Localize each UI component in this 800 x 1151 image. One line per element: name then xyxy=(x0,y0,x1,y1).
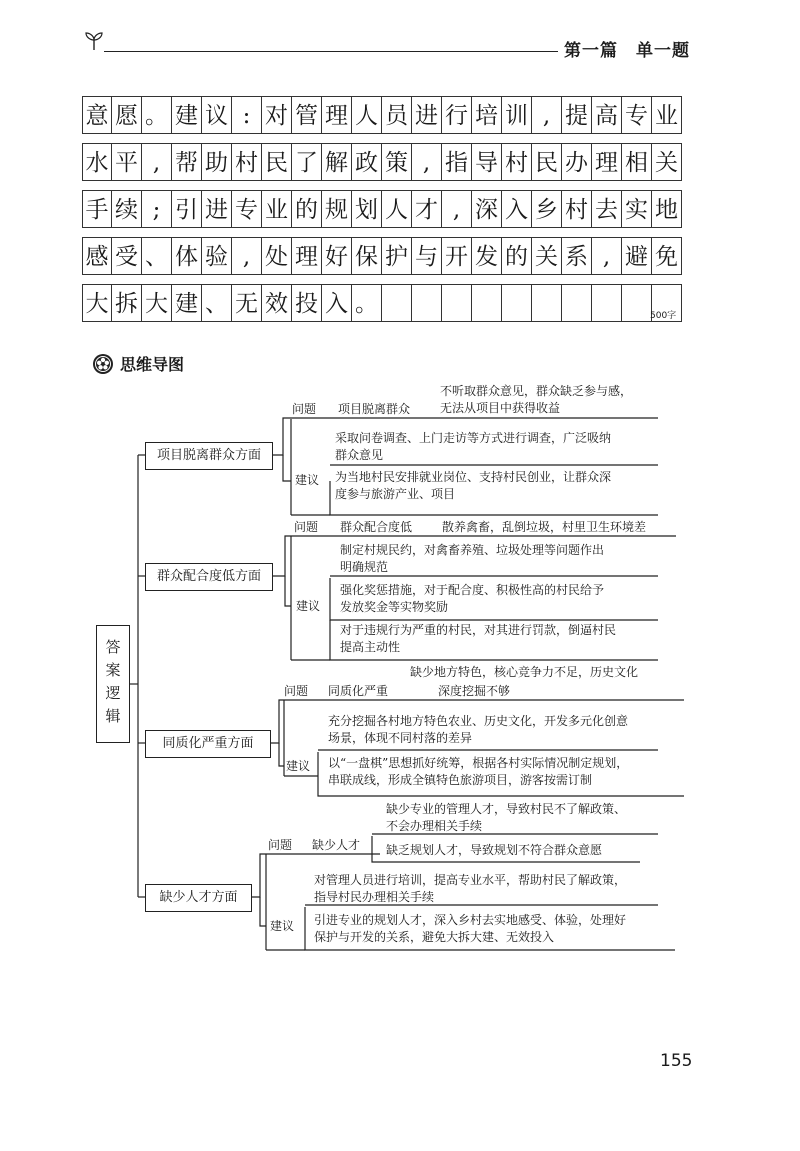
suggestion: 群众意见 xyxy=(335,448,384,462)
suggestion: 充分挖掘各村地方特色农业、历史文化，开发多元化创意 xyxy=(328,714,629,728)
section-title: 思维导图 xyxy=(120,355,185,374)
suggestion: 以“一盘棋”思想抓好统筹，根据各村实际情况制定规划， xyxy=(328,756,629,770)
essay-cell: 划 xyxy=(352,190,382,228)
essay-cell: 人 xyxy=(352,96,382,134)
essay-cell: , xyxy=(232,237,262,275)
essay-cell: 关 xyxy=(652,143,682,181)
essay-cell: 效 xyxy=(262,284,292,322)
essay-cell: 进 xyxy=(202,190,232,228)
root-char: 辑 xyxy=(105,707,121,725)
essay-cell: 去 xyxy=(592,190,622,228)
essay-cell: 助 xyxy=(202,143,232,181)
root-char: 逻 xyxy=(105,684,121,702)
root-char: 答 xyxy=(105,638,121,656)
suggestion: 采取问卷调查、上门走访等方式进行调查，广泛吸纳 xyxy=(335,431,612,445)
essay-cell: 开 xyxy=(442,237,472,275)
essay-cell: 免 xyxy=(652,237,682,275)
suggestion: 发放奖金等实物奖励 xyxy=(340,600,449,614)
page-number: 155 xyxy=(660,1051,693,1071)
essay-cell: 训 xyxy=(502,96,532,134)
essay-cell: 水 xyxy=(82,143,112,181)
suggestion: 制定村规民约，对禽畜养殖、垃圾处理等问题作出 xyxy=(340,543,605,557)
problem-detail: 不会办理相关手续 xyxy=(386,819,483,833)
essay-cell: , xyxy=(592,237,622,275)
suggestion: 串联成线，形成全镇特色旅游项目，游客按需订制 xyxy=(328,773,593,787)
essay-cell: 员 xyxy=(382,96,412,134)
problem-tag: 问题 xyxy=(294,520,319,534)
essay-cell: 村 xyxy=(562,190,592,228)
suggest-tag: 建议 xyxy=(295,473,320,487)
essay-cell: 进 xyxy=(412,96,442,134)
essay-cell: 保 xyxy=(352,237,382,275)
essay-cell: , xyxy=(142,143,172,181)
essay-cell: 专 xyxy=(232,190,262,228)
essay-cell: 处 xyxy=(262,237,292,275)
essay-cell: 好 xyxy=(322,237,352,275)
essay-cell: 、 xyxy=(142,237,172,275)
problem-detail: 散养禽畜，乱倒垃圾，村里卫生环境差 xyxy=(442,520,647,534)
branch-4-node: 缺少人才方面 xyxy=(145,884,252,912)
essay-cell: 避 xyxy=(622,237,652,275)
essay-cell: 策 xyxy=(382,143,412,181)
essay-cell: 续 xyxy=(112,190,142,228)
suggestion: 引进专业的规划人才，深入乡村去实地感受、体验，处理好 xyxy=(314,913,627,927)
essay-cell: 引 xyxy=(172,190,202,228)
essay-cell: 的 xyxy=(292,190,322,228)
essay-cell: 业 xyxy=(652,96,682,134)
essay-cell: ; xyxy=(142,190,172,228)
essay-cell: 受 xyxy=(112,237,142,275)
suggestion: 为当地村民安排就业岗位、支持村民创业，让群众深 xyxy=(335,470,612,484)
suggestion: 对于违规行为严重的村民，对其进行罚款，倒逼村民 xyxy=(340,623,617,637)
essay-cell: 提 xyxy=(562,96,592,134)
essay-cell: 对 xyxy=(262,96,292,134)
problem-head: 缺少人才 xyxy=(312,838,361,852)
essay-cell: 民 xyxy=(262,143,292,181)
essay-cell: 行 xyxy=(442,96,472,134)
root-char: 案 xyxy=(105,661,121,679)
essay-cell: 验 xyxy=(202,237,232,275)
essay-cell: 。 xyxy=(142,96,172,134)
essay-cell: 入 xyxy=(322,284,352,322)
essay-cell: 建 xyxy=(172,284,202,322)
essay-cell: 无 xyxy=(232,284,262,322)
essay-cell: 村 xyxy=(502,143,532,181)
essay-cell: 帮 xyxy=(172,143,202,181)
essay-cell: 导 xyxy=(472,143,502,181)
essay-cell: 指 xyxy=(442,143,472,181)
essay-cell: 理 xyxy=(292,237,322,275)
problem-head: 群众配合度低 xyxy=(340,520,413,534)
essay-cell: 体 xyxy=(172,237,202,275)
essay-cell: 感 xyxy=(82,237,112,275)
essay-cell: 办 xyxy=(562,143,592,181)
essay-cell: , xyxy=(412,143,442,181)
problem-tag: 问题 xyxy=(284,684,309,698)
suggestion: 度参与旅游产业、项目 xyxy=(335,487,456,501)
essay-cell: 。 xyxy=(352,284,382,322)
essay-cell: 政 xyxy=(352,143,382,181)
essay-cell: 专 xyxy=(622,96,652,134)
essay-cell: 大 xyxy=(82,284,112,322)
essay-cell: 地 xyxy=(652,190,682,228)
essay-cell: 规 xyxy=(322,190,352,228)
essay-cell: 管 xyxy=(292,96,322,134)
problem-head: 项目脱离群众 xyxy=(338,402,411,416)
essay-cell: 入 xyxy=(502,190,532,228)
essay-cell: 大 xyxy=(142,284,172,322)
essay-cell: 村 xyxy=(232,143,262,181)
branch-2-node: 群众配合度低方面 xyxy=(145,563,273,591)
essay-cell: 系 xyxy=(562,237,592,275)
essay-cell: 相 xyxy=(622,143,652,181)
essay-cell: 解 xyxy=(322,143,352,181)
problem-detail: 缺少专业的管理人才，导致村民不了解政策、 xyxy=(386,802,627,816)
essay-cell: 高 xyxy=(592,96,622,134)
word-count: 500字 xyxy=(650,311,677,321)
essay-cell: 民 xyxy=(532,143,562,181)
suggestion: 明确规范 xyxy=(340,560,389,574)
essay-cell: 关 xyxy=(532,237,562,275)
suggest-tag: 建议 xyxy=(286,759,311,773)
branch-3-node: 同质化严重方面 xyxy=(145,730,271,758)
problem-detail: 缺乏规划人才，导致规划不符合群众意愿 xyxy=(386,843,603,857)
suggestion: 保护与开发的关系，避免大拆大建、无效投入 xyxy=(314,930,555,944)
suggestion: 强化奖惩措施，对于配合度、积极性高的村民给予 xyxy=(340,583,605,597)
problem-head: 同质化严重 xyxy=(328,684,389,698)
essay-cell: : xyxy=(232,96,262,134)
problem-tag: 问题 xyxy=(292,402,317,416)
essay-cell: 议 xyxy=(202,96,232,134)
essay-cell: 拆 xyxy=(112,284,142,322)
essay-cell: 的 xyxy=(502,237,532,275)
suggestion: 场景，体现不同村落的差异 xyxy=(328,731,473,745)
essay-cell: 发 xyxy=(472,237,502,275)
essay-cell: 平 xyxy=(112,143,142,181)
suggest-tag: 建议 xyxy=(270,919,295,933)
essay-cell: 乡 xyxy=(532,190,562,228)
essay-cell: 业 xyxy=(262,190,292,228)
problem-detail: 缺少地方特色，核心竞争力不足，历史文化 xyxy=(410,665,639,679)
essay-cell: 深 xyxy=(472,190,502,228)
essay-cell: 培 xyxy=(472,96,502,134)
essay-cell: 护 xyxy=(382,237,412,275)
essay-cell: 、 xyxy=(202,284,232,322)
suggest-tag: 建议 xyxy=(296,599,321,613)
essay-cell: 投 xyxy=(292,284,322,322)
essay-cell: 实 xyxy=(622,190,652,228)
essay-cell: 了 xyxy=(292,143,322,181)
essay-cell: 理 xyxy=(322,96,352,134)
essay-cell: 人 xyxy=(382,190,412,228)
suggestion: 指导村民办理相关手续 xyxy=(314,890,435,904)
problem-detail: 无法从项目中获得收益 xyxy=(440,401,561,415)
essay-cell: 理 xyxy=(592,143,622,181)
essay-cell: 与 xyxy=(412,237,442,275)
suggestion: 提高主动性 xyxy=(340,640,401,654)
essay-cell: , xyxy=(442,190,472,228)
essay-cell: , xyxy=(532,96,562,134)
mindmap-root xyxy=(96,625,130,743)
problem-detail: 不听取群众意见，群众缺乏参与感， xyxy=(440,384,633,398)
essay-cell: 手 xyxy=(82,190,112,228)
problem-detail: 深度挖掘不够 xyxy=(438,684,511,698)
essay-cell: 建 xyxy=(172,96,202,134)
branch-1-node: 项目脱离群众方面 xyxy=(145,442,273,470)
essay-cell: 愿 xyxy=(112,96,142,134)
essay-cell: 意 xyxy=(82,96,112,134)
essay-cell: 才 xyxy=(412,190,442,228)
problem-tag: 问题 xyxy=(268,838,293,852)
chapter-header: 第一篇 单一题 xyxy=(564,41,690,61)
suggestion: 对管理人员进行培训，提高专业水平，帮助村民了解政策， xyxy=(314,873,627,887)
